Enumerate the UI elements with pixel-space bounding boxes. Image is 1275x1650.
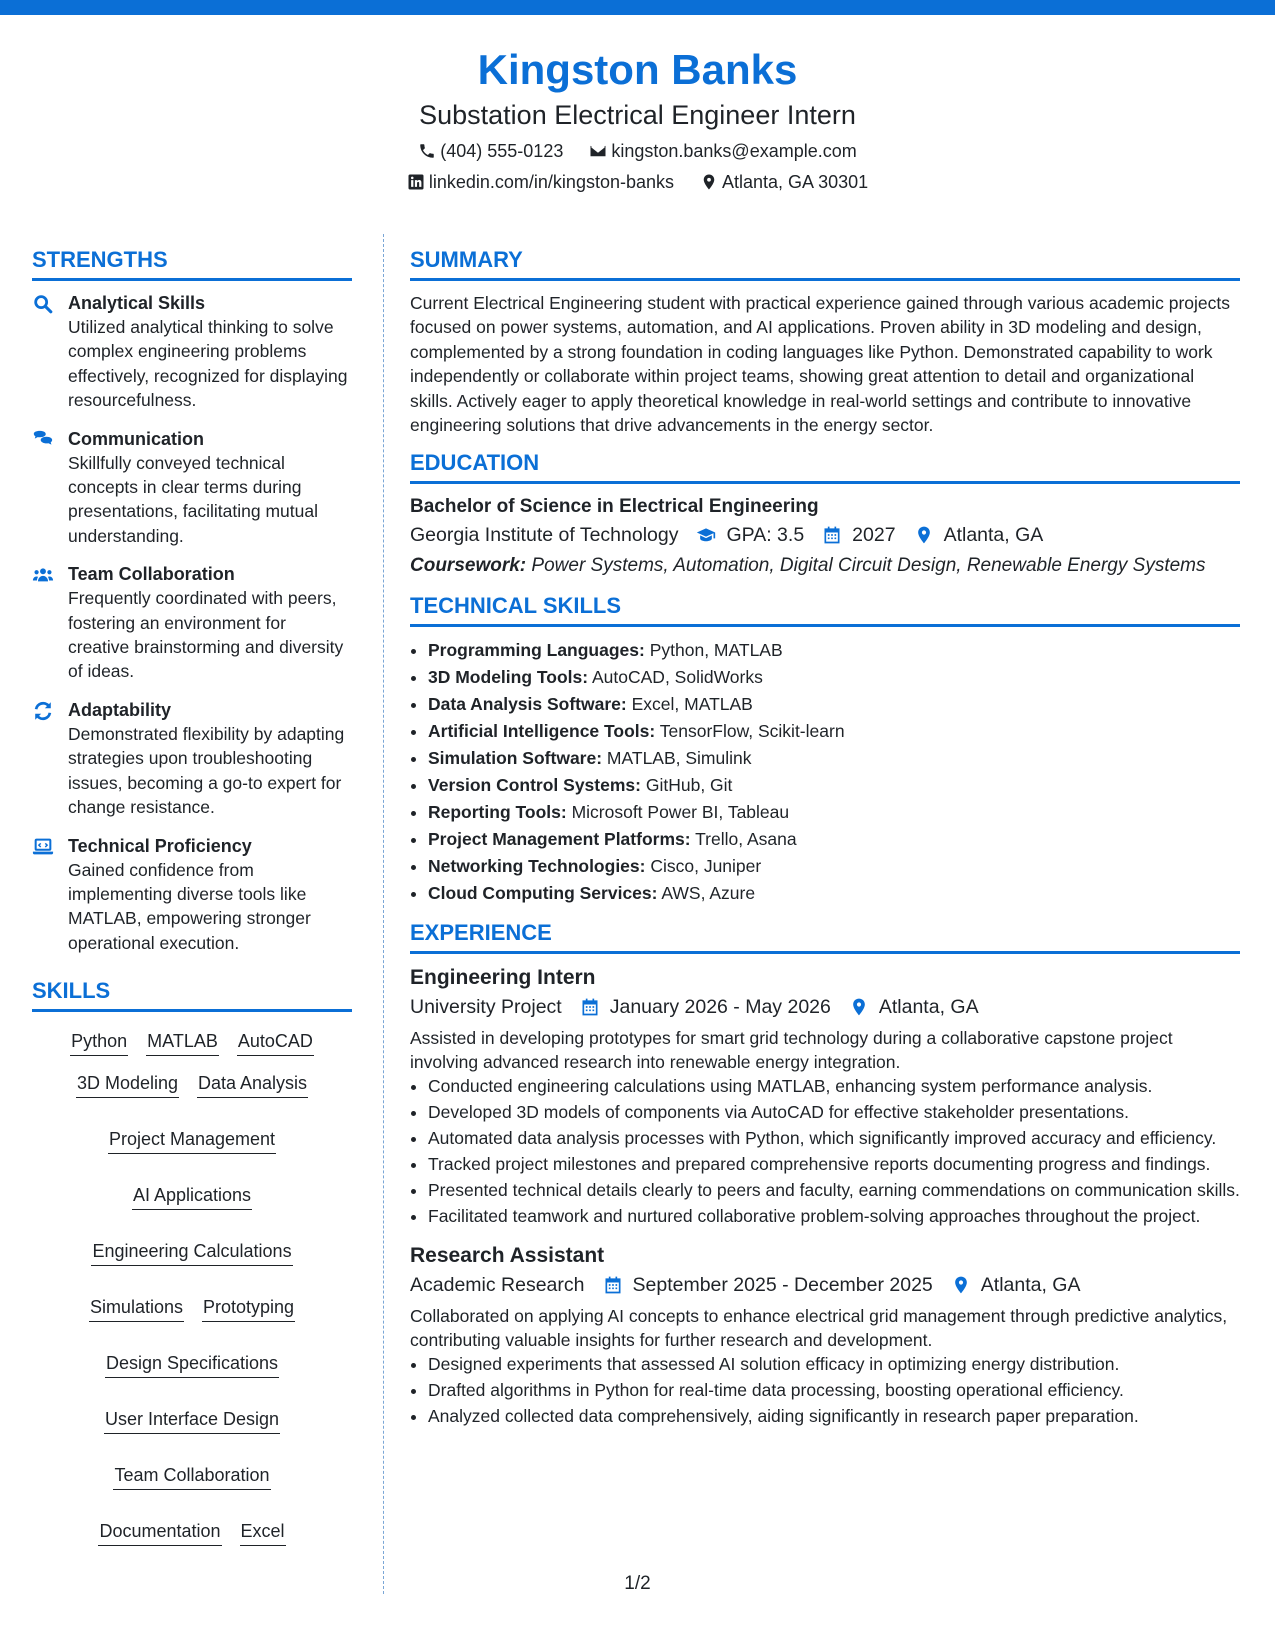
users-icon — [32, 564, 54, 586]
list-item: • Reporting Tools: Microsoft Power BI, Tableau — [428, 799, 1240, 826]
list-item: • Simulation Software: MATLAB, Simulink — [428, 745, 1240, 772]
strength-item — [32, 427, 352, 549]
job-location: Atlanta, GA — [878, 996, 979, 1019]
map-marker-icon — [951, 1275, 971, 1295]
education-degree: Bachelor of Science in Electrical Engineering — [410, 496, 819, 518]
strength-desc: Demonstrated flexibility by adapting strategies upon troubleshooting issues, becoming a go-to expert for change resistance. — [68, 723, 345, 818]
list-item: • Artificial Intelligence Tools: TensorFlow, Scikit-learn — [428, 718, 1240, 745]
summary-title: SUMMARY — [410, 246, 1240, 281]
skill-chip: MATLAB — [146, 1028, 219, 1056]
calendar-icon — [603, 1275, 623, 1295]
list-item: • Designed experiments that assessed AI solution efficacy in optimizing energy distribution. — [428, 1352, 1240, 1376]
job-org: Academic Research — [410, 1274, 585, 1297]
location-text: Atlanta, GA 30301 — [722, 172, 869, 192]
summary-text: Current Electrical Engineering student with practical experience gained through various academic projects focused on power systems, automation, and AI applications. Proven ability in 3D modeling and design, complemented by a strong foundation in coding languages like Python. Demonstrated capability to work independently or collaborate within project teams, showing great attention to detail and organizational skills. Actively eager to apply theoretical knowledge in real-world settings and contribute to innovative engineering solutions that drive advancements in the energy sector. — [410, 293, 1231, 436]
list-item: • Cloud Computing Services: AWS, Azure — [428, 880, 1240, 907]
strength-title: Communication — [68, 428, 205, 449]
strength-desc: Frequently coordinated with peers, fostering an environment for creative brainstorming and diversity of ideas. — [68, 588, 344, 682]
contact-email[interactable] — [589, 138, 856, 164]
skills-list — [32, 1022, 352, 1546]
list-item: • Version Control Systems: GitHub, Git — [428, 772, 1240, 799]
job-description: Collaborated on applying AI concepts to enhance electrical grid management through predictive analytics, contributing valuable insights for further research and development. — [410, 1306, 1228, 1351]
strength-item — [32, 291, 352, 413]
sync-icon — [32, 700, 54, 722]
list-item: • Drafted algorithms in Python for real-time data processing, boosting operational efficiency. — [428, 1378, 1240, 1402]
experience-entry — [410, 1242, 1240, 1428]
skill-chip: Project Management — [108, 1126, 276, 1154]
list-item: • Conducted engineering calculations using MATLAB, enhancing system performance analysis. — [428, 1074, 1240, 1098]
job-description: Assisted in developing prototypes for smart grid technology during a collaborative capstone project involving advanced research into renewable energy integration. — [410, 1028, 1173, 1073]
education-coursework — [410, 554, 1240, 578]
education-school: Georgia Institute of Technology — [410, 524, 679, 547]
job-meta — [410, 1270, 1240, 1300]
job-title: Engineering Intern — [410, 966, 596, 990]
top-accent-bar — [0, 0, 1275, 15]
comments-icon — [32, 429, 54, 451]
education-year: 2027 — [852, 524, 896, 547]
job-location: Atlanta, GA — [980, 1274, 1081, 1297]
education-gpa: GPA: 3.5 — [726, 524, 805, 547]
skill-chip: Documentation — [98, 1518, 221, 1546]
skill-chip: AutoCAD — [237, 1028, 314, 1056]
calendar-icon — [822, 525, 842, 545]
strength-title: Adaptability — [68, 699, 172, 720]
resume-header — [0, 44, 1275, 195]
job-dates: January 2026 - May 2026 — [609, 996, 831, 1019]
left-column — [32, 246, 352, 1546]
experience-title: EXPERIENCE — [410, 919, 1240, 954]
list-item: • Presented technical details clearly to peers and faculty, earning commendations on communication skills. — [428, 1178, 1240, 1202]
job-dates: September 2025 - December 2025 — [632, 1274, 933, 1297]
page-number: 1/2 — [624, 1573, 651, 1594]
education-location: Atlanta, GA — [943, 524, 1044, 547]
envelope-icon — [589, 142, 607, 160]
column-divider — [383, 234, 384, 1594]
job-bullets — [410, 1352, 1240, 1428]
strength-title: Team Collaboration — [68, 564, 235, 585]
email-text: kingston.banks@example.com — [611, 141, 857, 161]
strength-desc: Gained confidence from implementing diverse tools like MATLAB, empowering stronger operational execution. — [68, 859, 311, 953]
map-marker-icon — [914, 525, 934, 545]
skill-chip: Team Collaboration — [113, 1462, 270, 1490]
laptop-icon — [32, 836, 54, 858]
skill-chip: Engineering Calculations — [91, 1238, 292, 1266]
contact-linkedin[interactable] — [407, 169, 674, 195]
contact-row-2 — [0, 169, 1275, 195]
skill-chip: Simulations — [89, 1294, 184, 1322]
skill-chip: Data Analysis — [197, 1070, 308, 1098]
list-item: • Project Management Platforms: Trello, Asana — [428, 826, 1240, 853]
job-org: University Project — [410, 996, 562, 1019]
phone-text: (404) 555-0123 — [440, 141, 564, 161]
list-item: • Tracked project milestones and prepared comprehensive reports documenting progress and findings. — [428, 1152, 1240, 1176]
list-item: • Analyzed collected data comprehensively, aiding significantly in research paper preparation. — [428, 1404, 1240, 1428]
candidate-role: Substation Electrical Engineer Intern — [419, 100, 856, 130]
linkedin-text: linkedin.com/in/kingston-banks — [428, 172, 675, 192]
skill-chip: Prototyping — [202, 1294, 295, 1322]
strength-desc: Skillfully conveyed technical concepts in clear terms during presentations, facilitating mutual understanding. — [68, 452, 318, 546]
calendar-icon — [580, 997, 600, 1017]
skills-title: SKILLS — [32, 977, 352, 1012]
list-item: • Automated data analysis processes with Python, which significantly improved accuracy and efficiency. — [428, 1126, 1240, 1150]
candidate-name: Kingston Banks — [477, 46, 798, 93]
contact-row-1 — [0, 138, 1275, 164]
skill-chip: User Interface Design — [104, 1406, 280, 1434]
job-meta — [410, 992, 1240, 1022]
list-item: • 3D Modeling Tools: AutoCAD, SolidWorks — [428, 664, 1240, 691]
job-title: Research Assistant — [410, 1244, 605, 1268]
right-column — [410, 246, 1240, 1442]
strength-title: Technical Proficiency — [68, 835, 252, 856]
list-item: • Data Analysis Software: Excel, MATLAB — [428, 691, 1240, 718]
strength-item — [32, 834, 352, 956]
map-marker-icon — [700, 173, 718, 191]
skill-chip: Excel — [240, 1518, 286, 1546]
skill-chip: Python — [70, 1028, 128, 1056]
search-icon — [32, 293, 54, 315]
skill-chip: Design Specifications — [105, 1350, 279, 1378]
graduation-cap-icon — [696, 525, 716, 545]
skill-chip: AI Applications — [132, 1182, 252, 1210]
education-title: EDUCATION — [410, 449, 1240, 484]
technical-skills-list — [410, 637, 1240, 907]
contact-location — [700, 169, 868, 195]
coursework-text: Power Systems, Automation, Digital Circuit Design, Renewable Energy Systems — [531, 555, 1206, 577]
phone-icon — [418, 142, 436, 160]
coursework-label: Coursework: — [410, 555, 527, 577]
strength-desc: Utilized analytical thinking to solve complex engineering problems effectively, recognized for displaying resourcefulness. — [68, 317, 348, 411]
strength-title: Analytical Skills — [68, 293, 206, 313]
linkedin-icon — [407, 173, 425, 191]
strength-item — [32, 562, 352, 684]
experience-entry — [410, 964, 1240, 1228]
education-meta — [410, 520, 1240, 550]
job-bullets — [410, 1074, 1240, 1228]
technical-skills-title: TECHNICAL SKILLS — [410, 592, 1240, 627]
list-item: • Programming Languages: Python, MATLAB — [428, 637, 1240, 664]
strengths-title: STRENGTHS — [32, 246, 352, 281]
skill-chip: 3D Modeling — [76, 1070, 179, 1098]
map-marker-icon — [849, 997, 869, 1017]
list-item: • Networking Technologies: Cisco, Juniper — [428, 853, 1240, 880]
strength-item — [32, 698, 352, 820]
list-item: • Developed 3D models of components via AutoCAD for effective stakeholder presentations. — [428, 1100, 1240, 1124]
contact-phone — [418, 138, 563, 164]
list-item: • Facilitated teamwork and nurtured collaborative problem-solving approaches throughout the project. — [428, 1204, 1240, 1228]
